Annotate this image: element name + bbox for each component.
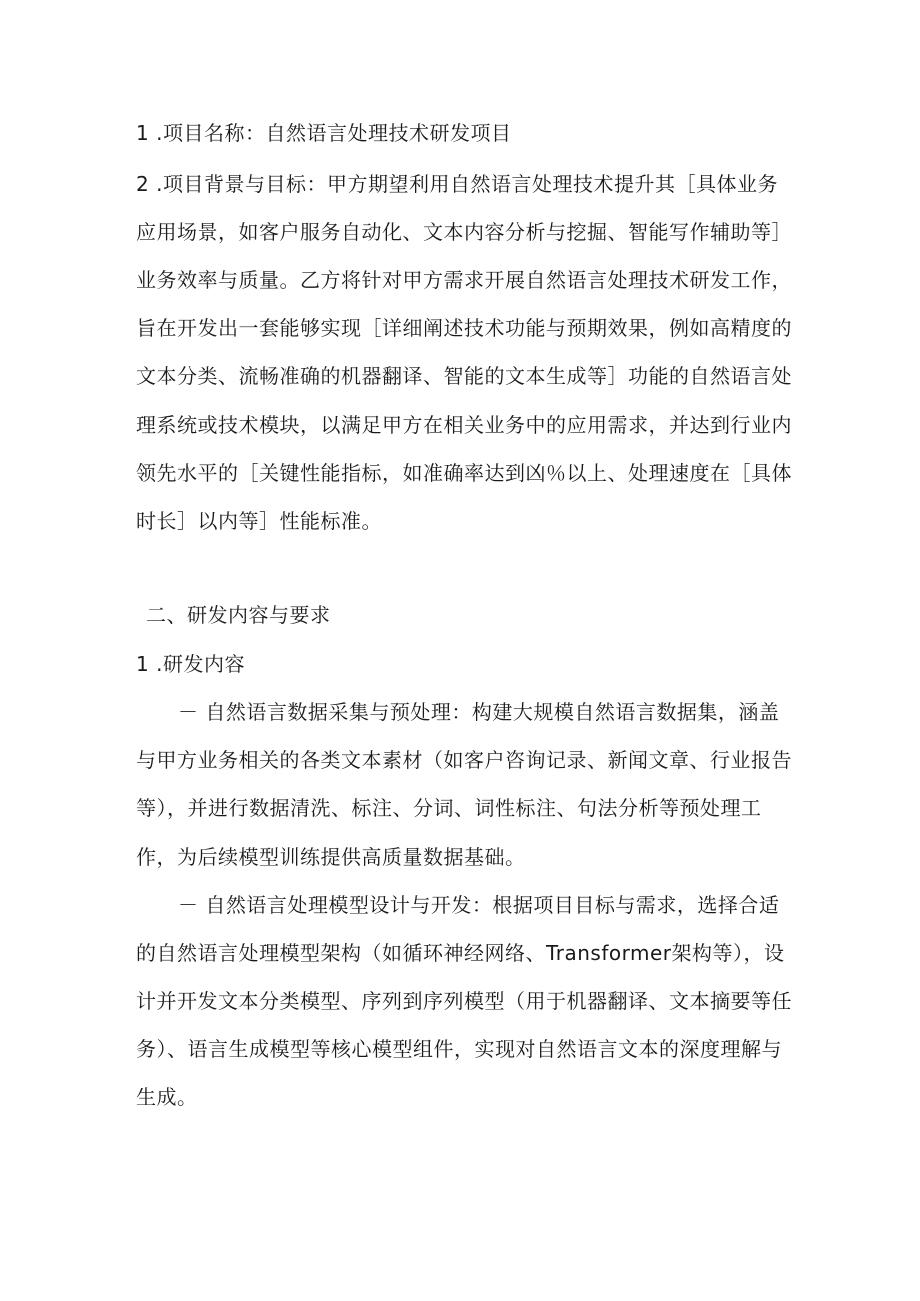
bullet-model-line: 计并开发文本分类模型、序列到序列模型（用于机器翻译、文本摘要等任 <box>136 989 792 1013</box>
bullet-model-line: 务）、语言生成模型等核心模型组件，实现对自然语言文本的深度理解与 <box>136 1037 782 1061</box>
item-background-line: 理系统或技术模块，以满足甲方在相关业务中的应用需求，并达到行业内 <box>136 413 792 437</box>
item-project-name: 1 .项目名称：自然语言处理技术研发项目 <box>136 121 512 145</box>
bullet-data-line: 等），并进行数据清洗、标注、分词、词性标注、句法分析等预处理工 <box>136 796 762 820</box>
bullet-model-line: 的自然语言处理模型架构（如循环神经网络、Transformer架构等），设 <box>136 941 785 965</box>
item-background-line: 文本分类、流畅准确的机器翻译、智能的文本生成等］功能的自然语言处 <box>136 364 792 388</box>
subsection-title: 1 .研发内容 <box>136 652 245 676</box>
bullet-data-line: 与甲方业务相关的各类文本素材（如客户咨询记录、新闻文章、行业报告 <box>136 748 792 772</box>
bullet-model-line: 生成。 <box>136 1085 198 1109</box>
bullet-data-line: － 自然语言数据采集与预处理：构建大规模自然语言数据集，涵盖 <box>178 700 780 724</box>
item-background-line: 领先水平的［关键性能指标，如准确率达到凶％以上、处理速度在［具体 <box>136 461 792 485</box>
bullet-data-line: 作，为后续模型训练提供高质量数据基础。 <box>136 845 526 869</box>
item-background-line: 2 .项目背景与目标：甲方期望利用自然语言处理技术提升其［具体业务 <box>136 172 778 196</box>
item-background-line: 业务效率与质量。乙方将针对甲方需求开展自然语言处理技术研发工作， <box>136 268 792 292</box>
section-heading: 二、研发内容与要求 <box>146 603 331 627</box>
item-background-line: 应用场景，如客户服务自动化、文本内容分析与挖掘、智能写作辅助等］ <box>136 220 792 244</box>
bullet-model-line: － 自然语言处理模型设计与开发：根据项目目标与需求，选择合适 <box>178 893 780 917</box>
item-background-line: 时长］以内等］性能标准。 <box>136 509 382 533</box>
item-background-line: 旨在开发出一套能够实现［详细阐述技术功能与预期效果，例如高精度的 <box>136 316 792 340</box>
